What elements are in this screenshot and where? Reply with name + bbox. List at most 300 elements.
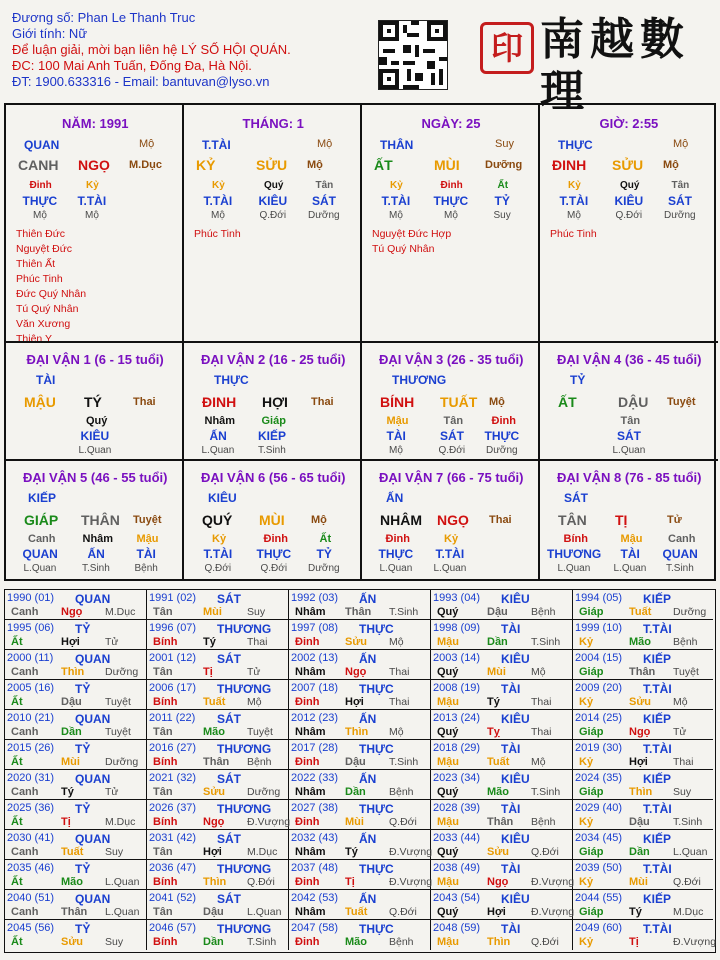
year-stem: Giáp	[579, 726, 604, 738]
year-label: 2002 (13)	[291, 652, 339, 664]
dai-van-stem: NHÂM	[380, 512, 422, 528]
dai-van-hidden-god: QUAN	[22, 547, 58, 561]
year-branch: Mão	[487, 786, 509, 798]
year-cell	[147, 800, 289, 830]
year-cell	[431, 650, 573, 680]
year-branch: Ngọ	[345, 666, 367, 678]
year-ten-god: THƯƠNG	[217, 922, 272, 936]
year-ten-god: KIÊU	[501, 592, 530, 606]
dai-van-hidden-stage: T.Sinh	[258, 445, 286, 456]
dai-van-hidden-stage: Q.Đới	[260, 563, 288, 574]
year-branch: Tý	[61, 786, 74, 798]
year-cell	[573, 860, 713, 890]
hidden-ten-god: THỰC	[22, 194, 58, 208]
year-stage: Đ.Vượng	[531, 876, 575, 888]
year-cell	[573, 740, 713, 770]
year-stage: L.Quan	[105, 876, 140, 888]
year-stage: Dưỡng	[673, 606, 707, 618]
hidden-ten-god: KIÊU	[258, 194, 288, 208]
dai-van-hidden-god: TÀI	[620, 547, 640, 561]
year-cell	[289, 770, 431, 800]
auxiliary-star: Phúc Tinh	[550, 228, 597, 240]
year-cell	[5, 740, 147, 770]
year-ten-god: QUAN	[75, 712, 111, 726]
year-label: 1999 (10)	[575, 622, 623, 634]
year-stem: Mậu	[437, 936, 459, 948]
dai-van-hidden-stem: Canh	[28, 533, 56, 545]
dai-van-hidden-stem: Nhâm	[204, 415, 236, 427]
year-ten-god: KIÊU	[501, 712, 530, 726]
year-branch: Mùi	[629, 876, 648, 888]
dai-van-hidden-god: SÁT	[440, 429, 464, 443]
year-stage: Suy	[247, 606, 266, 618]
year-stage: Q.Đới	[389, 906, 417, 918]
auxiliary-star: Tú Quý Nhân	[372, 243, 435, 255]
dai-van-stage: Thai	[489, 514, 512, 526]
hidden-stage: Mộ	[389, 210, 403, 221]
year-stage: T.Sinh	[247, 936, 277, 948]
auxiliary-star: Nguyệt Đức	[16, 243, 73, 255]
year-branch: Tị	[61, 816, 71, 828]
pillar-branch-stage: M.Dục	[129, 159, 162, 171]
year-ten-god: TÀI	[501, 742, 521, 756]
dai-van-hidden-god: THƯƠNG	[547, 547, 602, 561]
year-cell	[431, 890, 573, 920]
pillar-ten-god: THÂN	[380, 138, 414, 152]
pillar-4	[540, 105, 718, 343]
year-cell	[431, 770, 573, 800]
year-stage: M.Dục	[673, 906, 704, 918]
qr-code-icon	[378, 20, 448, 90]
year-stage: Mộ	[531, 666, 546, 678]
year-ten-god: KIẾP	[643, 652, 672, 666]
year-branch: Mão	[203, 726, 225, 738]
dai-van-hidden-god: ẤN	[87, 547, 105, 561]
pillar-title: THÁNG: 1	[242, 116, 304, 131]
dai-van-hidden-stage: L.Quan	[613, 563, 647, 574]
year-stem: Ất	[11, 756, 23, 768]
dai-van-hidden-stem: Tân	[443, 415, 464, 427]
year-ten-god: KIẾP	[643, 712, 672, 726]
year-branch: Tý	[487, 696, 500, 708]
year-ten-god: KIẾP	[643, 592, 672, 606]
hidden-stage: Dưỡng	[308, 210, 340, 221]
year-ten-god: SÁT	[217, 652, 241, 666]
dai-van-4	[540, 343, 718, 461]
year-label: 2016 (27)	[149, 742, 197, 754]
year-stem: Nhâm	[295, 786, 326, 798]
dai-van-stem: QUÝ	[202, 512, 233, 528]
year-stem: Ất	[11, 936, 23, 948]
hidden-stage: Q.Đới	[615, 210, 643, 221]
dai-van-hidden-god: THỰC	[378, 547, 414, 561]
header-info	[12, 10, 291, 90]
year-cell	[431, 590, 573, 620]
year-ten-god: KIÊU	[501, 652, 530, 666]
year-cell	[147, 860, 289, 890]
pillar-stage: Mộ	[139, 138, 155, 150]
year-ten-god: KIÊU	[501, 772, 530, 786]
year-label: 2001 (12)	[149, 652, 197, 664]
hidden-stage: Suy	[493, 210, 511, 221]
year-label: 2048 (59)	[433, 922, 481, 934]
year-ten-god: ẤN	[359, 592, 377, 606]
year-cell	[289, 920, 431, 950]
year-branch: Hợi	[345, 696, 364, 708]
hidden-stem: Kỷ	[86, 180, 99, 191]
year-ten-god: TÀI	[501, 682, 521, 696]
dai-van-stem: BÍNH	[380, 394, 415, 410]
dai-van-title: ĐẠI VẬN 1 (6 - 15 tuổi)	[26, 352, 164, 367]
year-stem: Bính	[153, 876, 178, 888]
year-cell	[5, 650, 147, 680]
year-stem: Giáp	[579, 606, 604, 618]
year-branch: Tý	[629, 906, 642, 918]
pillar-branch-stage: Dưỡng	[485, 159, 523, 171]
year-cell	[5, 590, 147, 620]
hidden-stem: Quý	[264, 180, 284, 191]
year-label: 2013 (24)	[433, 712, 481, 724]
year-stem: Đinh	[295, 636, 320, 648]
year-ten-god: T.TÀI	[643, 622, 672, 636]
year-label: 2021 (32)	[149, 772, 197, 784]
year-cell	[573, 770, 713, 800]
dai-van-title: ĐẠI VẬN 5 (46 - 55 tuổi)	[23, 470, 168, 485]
dai-van-title: ĐẠI VẬN 2 (16 - 25 tuổi)	[201, 352, 346, 367]
dai-van-stem: ĐINH	[202, 394, 237, 410]
year-stage: Dưỡng	[105, 666, 139, 678]
year-stem: Canh	[11, 726, 39, 738]
year-stage: Tử	[673, 726, 687, 738]
dai-van-branch: TÝ	[84, 394, 102, 410]
year-label: 2019 (30)	[575, 742, 623, 754]
year-branch: Hợi	[61, 636, 80, 648]
year-branch: Mùi	[345, 816, 364, 828]
year-branch: Mùi	[203, 606, 222, 618]
year-branch: Hợi	[203, 846, 222, 858]
hidden-stem: Kỷ	[212, 180, 225, 191]
dai-van-stage: Mộ	[489, 396, 505, 408]
year-cell	[573, 710, 713, 740]
year-ten-god: TÀI	[501, 862, 521, 876]
year-ten-god: TÀI	[501, 622, 521, 636]
year-branch: Thìn	[629, 786, 653, 798]
year-stem: Mậu	[437, 816, 459, 828]
name-line: Đương số: Phan Le Thanh Truc	[12, 10, 196, 25]
dai-van-hidden-stem: Giáp	[261, 415, 286, 427]
year-cell	[573, 800, 713, 830]
year-cell	[289, 740, 431, 770]
hidden-stem: Kỷ	[568, 180, 581, 191]
year-branch: Tuất	[203, 696, 226, 708]
year-stem: Đinh	[295, 696, 320, 708]
dai-van-hidden-stem: Đinh	[263, 533, 288, 545]
year-stage: Tử	[105, 636, 119, 648]
year-label: 2017 (28)	[291, 742, 339, 754]
year-cell	[147, 650, 289, 680]
year-branch: Tý	[345, 846, 358, 858]
dai-van-hidden-stage: L.Quan	[612, 445, 646, 456]
year-ten-god: QUAN	[75, 892, 111, 906]
dai-van-ten-god: THỰC	[214, 373, 249, 387]
dai-van-branch: MÙI	[259, 512, 285, 528]
year-stem: Giáp	[579, 666, 604, 678]
year-cell	[5, 620, 147, 650]
hidden-stem: Kỷ	[390, 180, 403, 191]
dai-van-stem: GIÁP	[24, 512, 59, 528]
year-stem: Ất	[11, 696, 23, 708]
pillar-ten-god: QUAN	[24, 138, 60, 152]
year-stem: Kỷ	[579, 756, 594, 768]
dai-van-title: ĐẠI VẬN 8 (76 - 85 tuổi)	[557, 470, 702, 485]
year-stage: Bệnh	[673, 636, 698, 648]
year-branch: Thân	[345, 606, 372, 618]
annual-luck-table	[4, 589, 716, 953]
year-ten-god: TỶ	[75, 742, 91, 756]
year-branch: Sửu	[203, 786, 226, 798]
year-ten-god: THƯƠNG	[217, 862, 272, 876]
hidden-ten-god: THỰC	[433, 194, 469, 208]
year-stage: L.Quan	[105, 906, 140, 918]
year-label: 2023 (34)	[433, 772, 481, 784]
year-stage: Thai	[673, 756, 694, 768]
year-ten-god: KIẾP	[643, 832, 672, 846]
year-ten-god: THƯƠNG	[217, 682, 272, 696]
year-stage: Q.Đới	[247, 876, 275, 888]
year-cell	[289, 650, 431, 680]
year-branch: Dậu	[203, 906, 224, 918]
year-ten-god: THỰC	[359, 862, 394, 876]
year-stem: Kỷ	[579, 876, 594, 888]
year-label: 2045 (56)	[7, 922, 55, 934]
year-branch: Thân	[203, 756, 230, 768]
year-stem: Canh	[11, 786, 39, 798]
dai-van-branch: DẬU	[618, 394, 649, 410]
year-ten-god: THỰC	[359, 742, 394, 756]
year-branch: Thìn	[61, 666, 85, 678]
year-branch: Tuất	[487, 756, 510, 768]
year-stem: Đinh	[295, 936, 320, 948]
year-stage: Đ.Vượng	[389, 876, 433, 888]
pillar-stem: ĐINH	[552, 157, 587, 173]
year-stage: M.Dục	[105, 816, 136, 828]
year-ten-god: TỶ	[75, 802, 91, 816]
year-label: 2028 (39)	[433, 802, 481, 814]
year-branch: Tị	[629, 936, 639, 948]
year-stem: Giáp	[579, 786, 604, 798]
year-stem: Quý	[437, 606, 459, 618]
year-ten-god: SÁT	[217, 592, 241, 606]
red-seal-stamp: 印	[480, 22, 534, 74]
year-label: 2030 (41)	[7, 832, 55, 844]
auxiliary-star: Thiên Đức	[16, 228, 66, 240]
dai-van-hidden-god: SÁT	[617, 429, 641, 443]
year-stage: Tuyệt	[247, 726, 273, 738]
year-branch: Thìn	[345, 726, 369, 738]
year-stage: Đ.Vượng	[247, 816, 291, 828]
year-branch: Tuất	[629, 606, 652, 618]
year-label: 2003 (14)	[433, 652, 481, 664]
dai-van-hidden-stage: L.Quan	[433, 563, 467, 574]
year-stem: Kỷ	[579, 636, 594, 648]
year-cell	[289, 860, 431, 890]
pillar-stem: ẤT	[374, 157, 393, 173]
year-branch: Sửu	[629, 696, 652, 708]
year-cell	[573, 830, 713, 860]
dai-van-hidden-god: QUAN	[662, 547, 698, 561]
year-stem: Nhâm	[295, 906, 326, 918]
pillar-stage: Mộ	[317, 138, 333, 150]
year-stage: Tử	[247, 666, 261, 678]
year-cell	[431, 830, 573, 860]
year-branch: Dần	[61, 726, 82, 738]
year-stem: Kỷ	[579, 696, 594, 708]
year-stem: Ất	[11, 636, 23, 648]
year-stage: T.Sinh	[389, 606, 419, 618]
year-stage: T.Sinh	[531, 786, 561, 798]
year-label: 2011 (22)	[149, 712, 196, 724]
year-cell	[431, 920, 573, 950]
year-stem: Giáp	[579, 846, 604, 858]
pillar-title: NGÀY: 25	[421, 116, 481, 131]
year-stem: Tân	[153, 726, 173, 738]
dai-van-hidden-stage: L.Quan	[557, 563, 591, 574]
year-stage: Mộ	[247, 696, 262, 708]
address-line: ĐC: 100 Mai Anh Tuấn, Đống Đa, Hà Nội.	[12, 58, 252, 73]
year-stem: Đinh	[295, 876, 320, 888]
year-label: 1994 (05)	[575, 592, 623, 604]
year-label: 2049 (60)	[575, 922, 623, 934]
year-cell	[289, 680, 431, 710]
year-ten-god: SÁT	[217, 892, 241, 906]
year-branch: Tuất	[61, 846, 84, 858]
year-stem: Quý	[437, 906, 459, 918]
pillar-ten-god: T.TÀI	[202, 138, 231, 152]
year-stage: L.Quan	[247, 906, 282, 918]
year-branch: Sửu	[487, 846, 510, 858]
year-label: 2046 (57)	[149, 922, 197, 934]
year-ten-god: THỰC	[359, 922, 394, 936]
year-cell	[5, 680, 147, 710]
hidden-ten-god: KIÊU	[614, 194, 644, 208]
phone-line: ĐT: 1900.633316 - Email: bantuvan@lyso.vn	[12, 74, 270, 89]
dai-van-ten-god: TÀI	[36, 373, 56, 387]
year-stage: Bệnh	[389, 936, 414, 948]
auxiliary-star: Phúc Tinh	[194, 228, 241, 240]
year-ten-god: ẤN	[359, 772, 377, 786]
year-stem: Canh	[11, 666, 39, 678]
year-cell	[147, 890, 289, 920]
year-stem: Bính	[153, 696, 178, 708]
hidden-ten-god: T.TÀI	[77, 194, 107, 208]
year-branch: Dậu	[629, 816, 650, 828]
year-ten-god: T.TÀI	[643, 862, 672, 876]
hidden-stem: Quý	[620, 180, 640, 191]
year-label: 2036 (47)	[149, 862, 197, 874]
year-ten-god: TỶ	[75, 922, 91, 936]
auxiliary-star: Văn Xương	[16, 318, 71, 330]
year-stage: Suy	[673, 786, 692, 798]
year-stem: Mậu	[437, 876, 459, 888]
year-branch: Tý	[203, 636, 216, 648]
year-stage: Mộ	[389, 726, 404, 738]
year-stem: Mậu	[437, 696, 459, 708]
dai-van-6	[184, 461, 362, 581]
dai-van-hidden-stage: L.Quan	[78, 445, 112, 456]
year-stage: T.Sinh	[673, 816, 703, 828]
year-label: 1993 (04)	[433, 592, 481, 604]
year-stem: Đinh	[295, 756, 320, 768]
dai-van-branch: THÂN	[81, 512, 120, 528]
year-stage: Tuyệt	[105, 726, 131, 738]
year-stage: Suy	[105, 936, 124, 948]
year-cell	[147, 710, 289, 740]
year-cell	[431, 620, 573, 650]
year-branch: Dậu	[61, 696, 82, 708]
hidden-stage: Mộ	[85, 210, 99, 221]
dai-van-stem: MẬU	[24, 394, 56, 410]
dai-van-stage: Mộ	[311, 514, 327, 526]
auxiliary-star: Tú Quý Nhân	[16, 303, 79, 315]
dai-van-hidden-stem: Bính	[563, 533, 588, 545]
year-branch: Mão	[345, 936, 367, 948]
year-cell	[289, 890, 431, 920]
year-stem: Ất	[11, 816, 23, 828]
year-branch: Dần	[203, 936, 224, 948]
year-ten-god: TÀI	[501, 922, 521, 936]
year-cell	[5, 860, 147, 890]
pillar-branch: SỬU	[256, 157, 288, 173]
hidden-stem: Đinh	[29, 180, 52, 191]
year-branch: Thân	[487, 816, 514, 828]
dai-van-hidden-god: THỰC	[484, 429, 520, 443]
year-stage: Thai	[389, 696, 410, 708]
year-branch: Hợi	[487, 906, 506, 918]
year-ten-god: QUAN	[75, 652, 111, 666]
dai-van-hidden-stage: L.Quan	[379, 563, 413, 574]
year-stem: Kỷ	[579, 816, 594, 828]
year-cell	[5, 710, 147, 740]
dai-van-ten-god: TỶ	[570, 373, 586, 387]
year-branch: Sửu	[345, 636, 368, 648]
year-ten-god: QUAN	[75, 592, 111, 606]
dai-van-hidden-stage: L.Quan	[201, 445, 235, 456]
year-ten-god: QUAN	[75, 832, 111, 846]
year-cell	[573, 650, 713, 680]
dai-van-ten-god: KIẾP	[28, 491, 57, 505]
dai-van-hidden-stem: Kỷ	[212, 533, 227, 545]
year-label: 2014 (25)	[575, 712, 623, 724]
dai-van-hidden-stem: Quý	[86, 415, 108, 427]
year-stage: Q.Đới	[531, 936, 559, 948]
year-stage: Thai	[531, 696, 552, 708]
year-stage: Đ.Vượng	[531, 906, 575, 918]
year-branch: Ngọ	[629, 726, 651, 738]
year-label: 2024 (35)	[575, 772, 623, 784]
hidden-ten-god: T.TÀI	[559, 194, 589, 208]
pillar-stage: Mộ	[673, 138, 689, 150]
year-stem: Quý	[437, 846, 459, 858]
year-label: 1990 (01)	[7, 592, 55, 604]
dai-van-ten-god: THƯƠNG	[392, 373, 447, 387]
year-label: 2044 (55)	[575, 892, 623, 904]
year-stage: Bệnh	[247, 756, 272, 768]
year-label: 2009 (20)	[575, 682, 623, 694]
dai-van-title: ĐẠI VẬN 3 (26 - 35 tuổi)	[379, 352, 524, 367]
year-stage: Bệnh	[531, 606, 556, 618]
dai-van-hidden-god: THỰC	[256, 547, 292, 561]
dai-van-hidden-god: KIẾP	[258, 429, 287, 443]
